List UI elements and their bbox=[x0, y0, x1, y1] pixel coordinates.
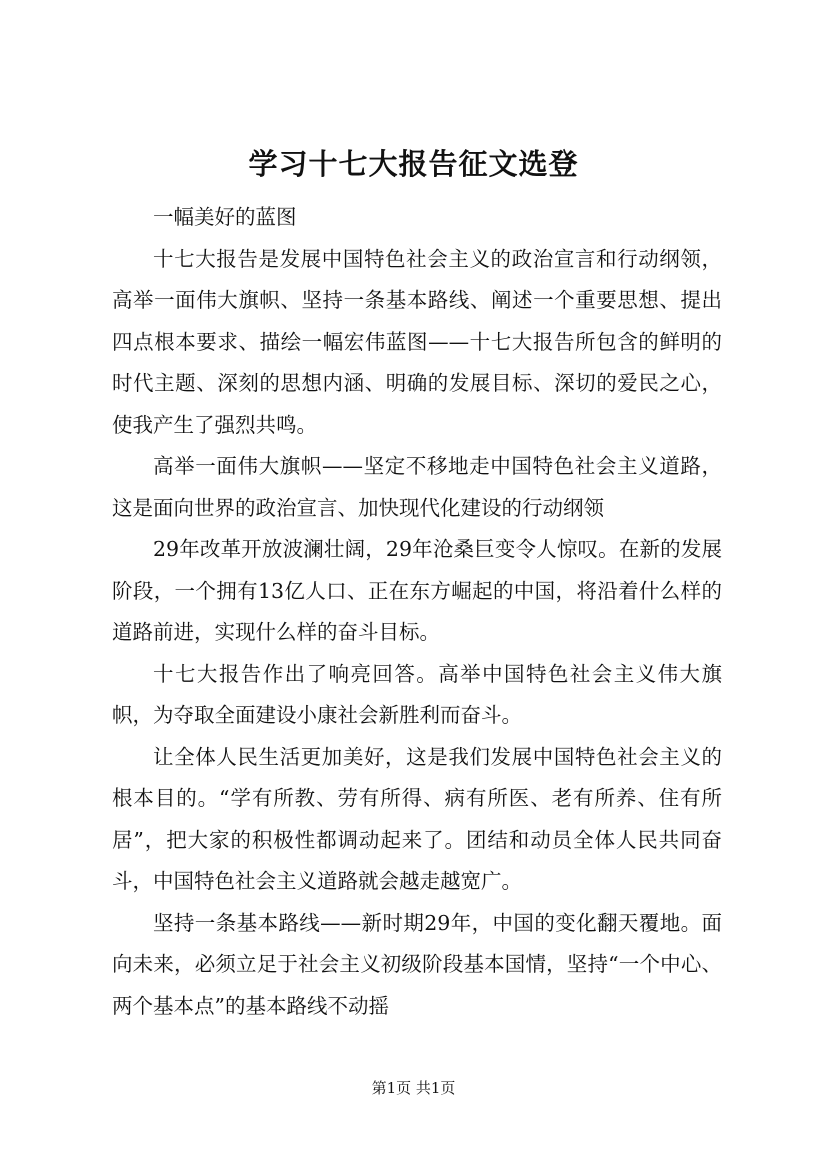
page-footer: 第1页 共1页 bbox=[371, 1079, 456, 1097]
paragraph-5: 让全体人民生活更加美好，这是我们发展中国特色社会主义的根本目的。“学有所教、劳有所得、病有所医、老有所养、住有所居”，把大家的积极性都调动起来了。团结和动员全体人民共同奋斗，中国特色社会主义道路就会越走越宽广。 bbox=[112, 744, 722, 893]
page-title: 学习十七大报告征文选登 bbox=[248, 147, 579, 181]
paragraph-6: 坚持一条基本路线——新时期29年，中国的变化翻天覆地。面向未来，必须立足于社会主义初级阶段基本国情，坚持“一个中心、两个基本点”的基本路线不动摇 bbox=[112, 910, 722, 1018]
paragraph-3: 29年改革开放波澜壮阔，29年沧桑巨变令人惊叹。在新的发展阶段，一个拥有13亿人口、正在东方崛起的中国，将沿着什么样的道路前进，实现什么样的奋斗目标。 bbox=[112, 537, 722, 644]
section-subtitle: 一幅美好的蓝图 bbox=[153, 205, 297, 229]
document-body bbox=[112, 197, 722, 1027]
paragraph-4: 十七大报告作出了响亮回答。高举中国特色社会主义伟大旗帜，为夺取全面建设小康社会新胜利而奋斗。 bbox=[112, 661, 722, 727]
paragraph-1: 十七大报告是发展中国特色社会主义的政治宣言和行动纲领，高举一面伟大旗帜、坚持一条基本路线、阐述一个重要思想、提出四点根本要求、描绘一幅宏伟蓝图——十七大报告所包含的鲜明的时代主题、深刻的思想内涵、明确的发展目标、深切的爱民之心，使我产生了强烈共鸣。 bbox=[112, 246, 722, 437]
paragraph-2: 高举一面伟大旗帜——坚定不移地走中国特色社会主义道路，这是面向世界的政治宣言、加快现代化建设的行动纲领 bbox=[112, 454, 722, 520]
